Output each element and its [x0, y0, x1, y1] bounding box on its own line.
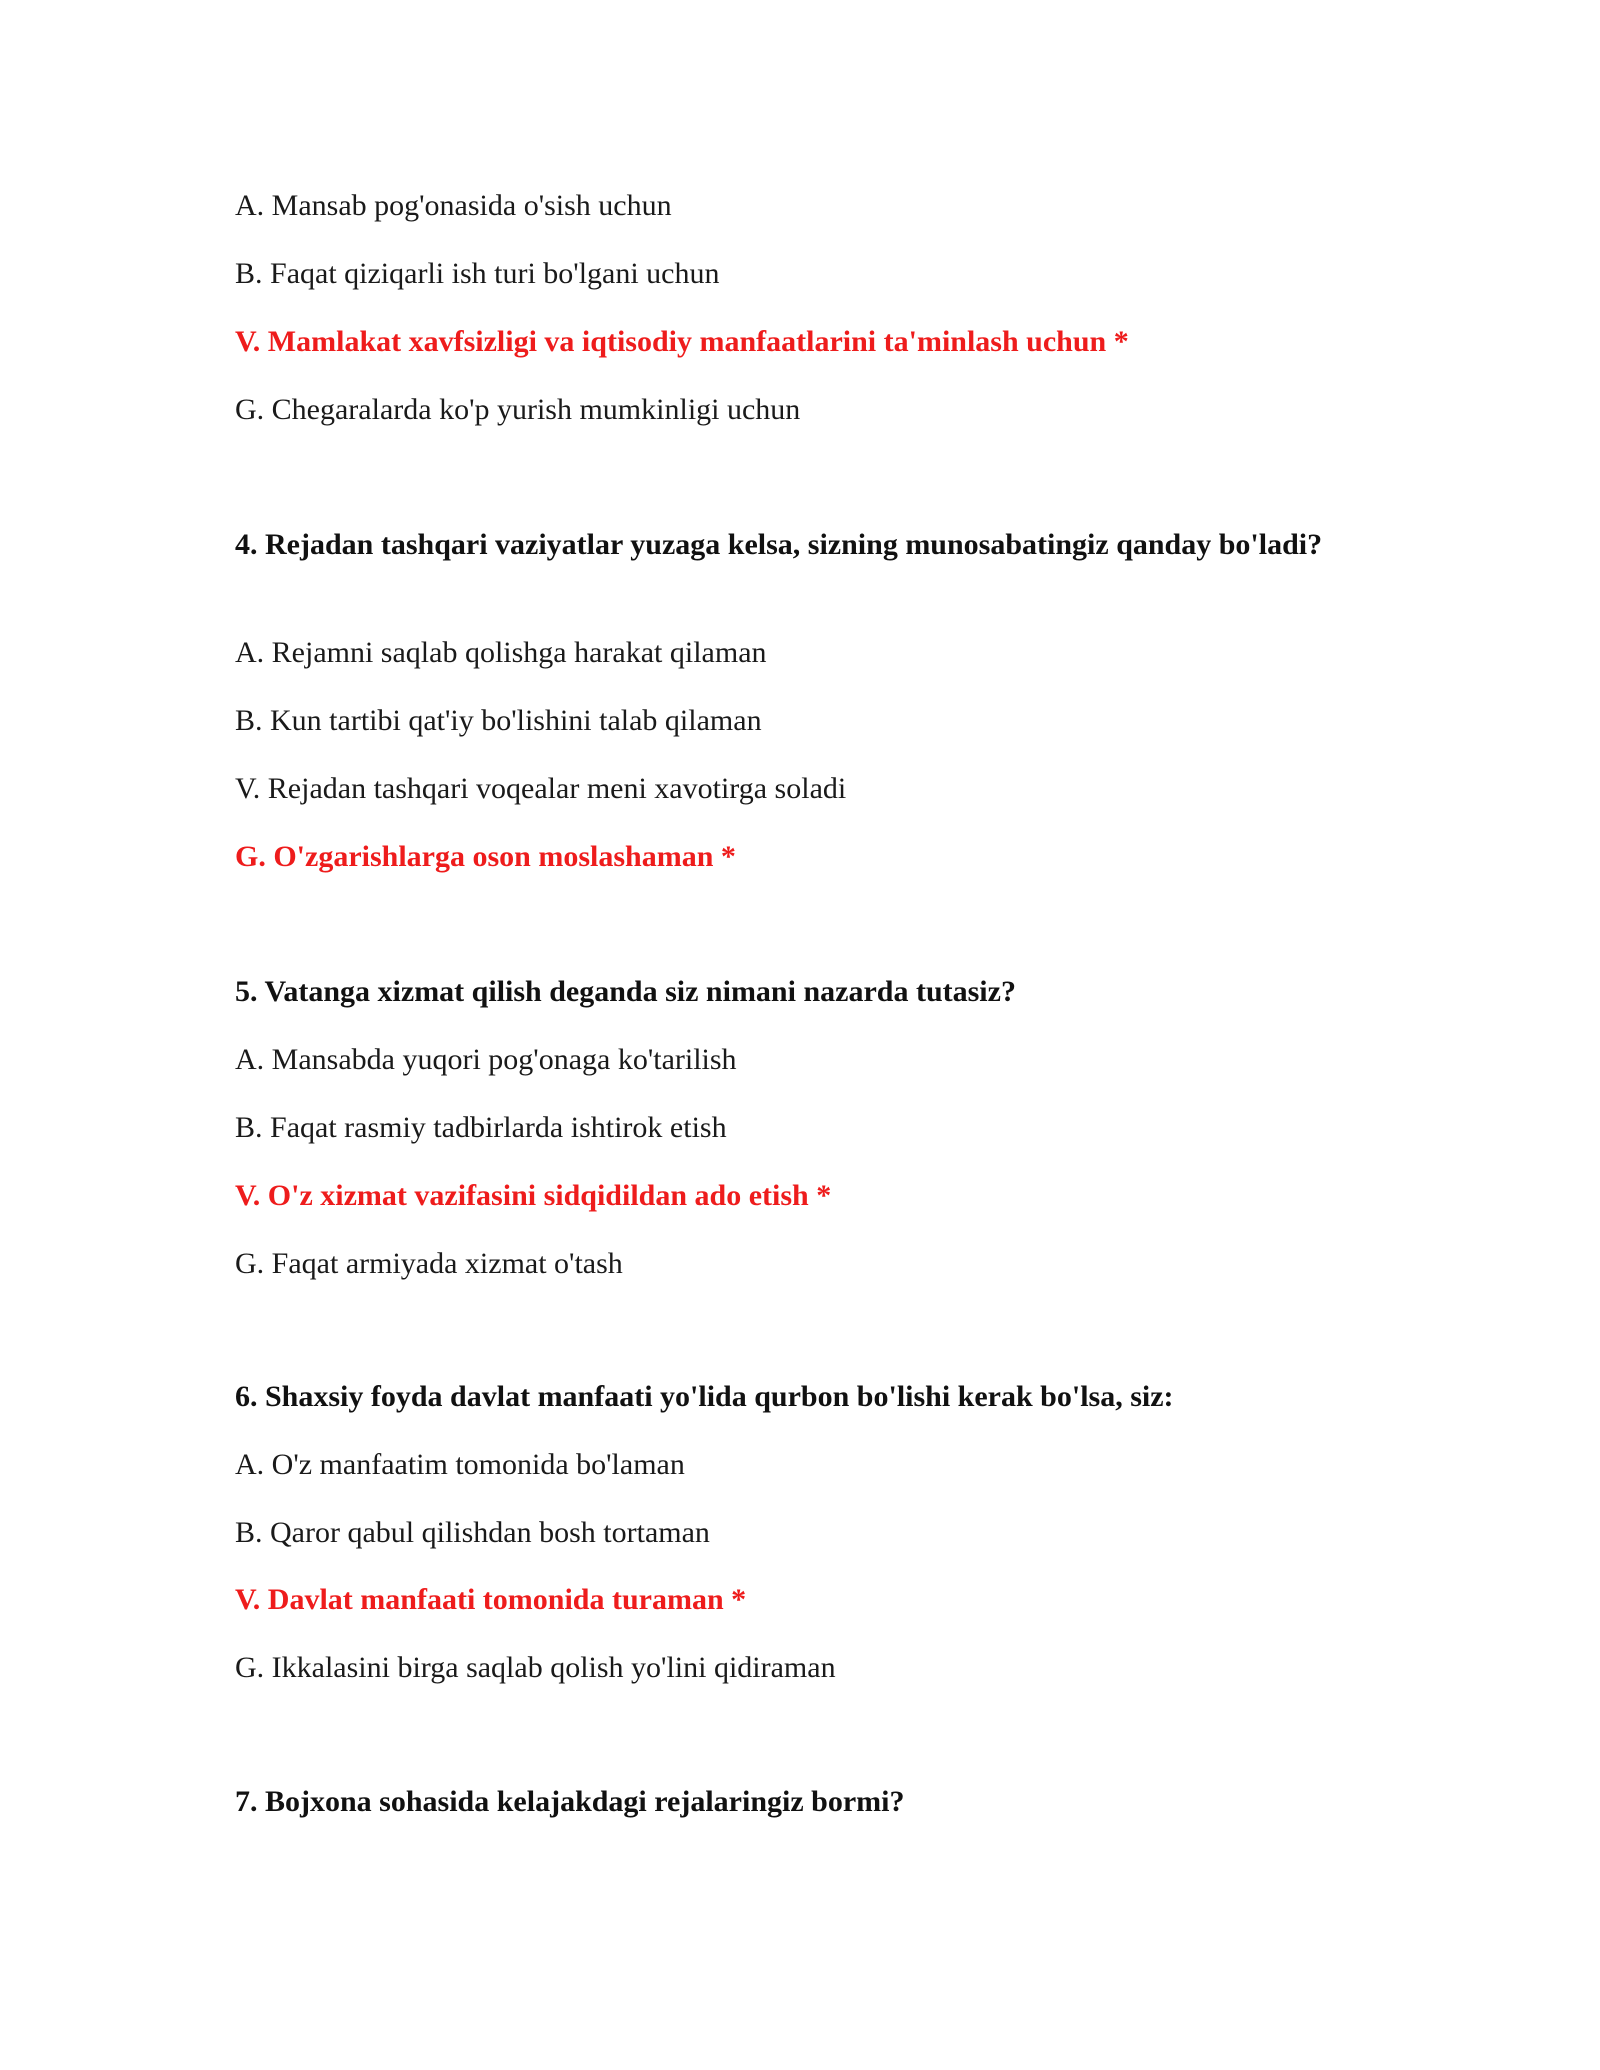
- q6-option-a: A. O'z manfaatim tomonida bo'laman: [235, 1448, 685, 1481]
- q4-option-a: A. Rejamni saqlab qolishga harakat qilaman: [235, 636, 767, 669]
- q3-option-b: B. Faqat qiziqarli ish turi bo'lgani uchun: [235, 257, 720, 290]
- q6-option-b: B. Qaror qabul qilishdan bosh tortaman: [235, 1516, 710, 1549]
- q6-option-v-correct: V. Davlat manfaati tomonida turaman *: [235, 1583, 747, 1616]
- q4-question: 4. Rejadan tashqari vaziyatlar yuzaga kelsa, sizning munosabatingiz qanday bo'ladi?: [235, 528, 1323, 561]
- q4-option-b: B. Kun tartibi qat'iy bo'lishini talab qilaman: [235, 704, 762, 737]
- q6-option-g: G. Ikkalasini birga saqlab qolish yo'lini qidiraman: [235, 1651, 836, 1684]
- q5-option-b: B. Faqat rasmiy tadbirlarda ishtirok etish: [235, 1111, 727, 1144]
- q5-option-a: A. Mansabda yuqori pog'onaga ko'tarilish: [235, 1043, 737, 1076]
- q5-question: 5. Vatanga xizmat qilish deganda siz nimani nazarda tutasiz?: [235, 975, 1016, 1008]
- q4-option-v: V. Rejadan tashqari voqealar meni xavotirga soladi: [235, 772, 847, 805]
- q5-option-g: G. Faqat armiyada xizmat o'tash: [235, 1247, 623, 1280]
- q6-question: 6. Shaxsiy foyda davlat manfaati yo'lida qurbon bo'lishi kerak bo'lsa, siz:: [235, 1380, 1174, 1413]
- q3-option-g: G. Chegaralarda ko'p yurish mumkinligi uchun: [235, 393, 801, 426]
- q3-option-v-correct: V. Mamlakat xavfsizligi va iqtisodiy manfaatlarini ta'minlash uchun *: [235, 325, 1129, 358]
- q7-question: 7. Bojxona sohasida kelajakdagi rejalaringiz bormi?: [235, 1785, 905, 1818]
- q4-option-g-correct: G. O'zgarishlarga oson moslashaman *: [235, 840, 736, 873]
- q5-option-v-correct: V. O'z xizmat vazifasini sidqidildan ado etish *: [235, 1179, 832, 1212]
- q3-option-a: A. Mansab pog'onasida o'sish uchun: [235, 189, 672, 222]
